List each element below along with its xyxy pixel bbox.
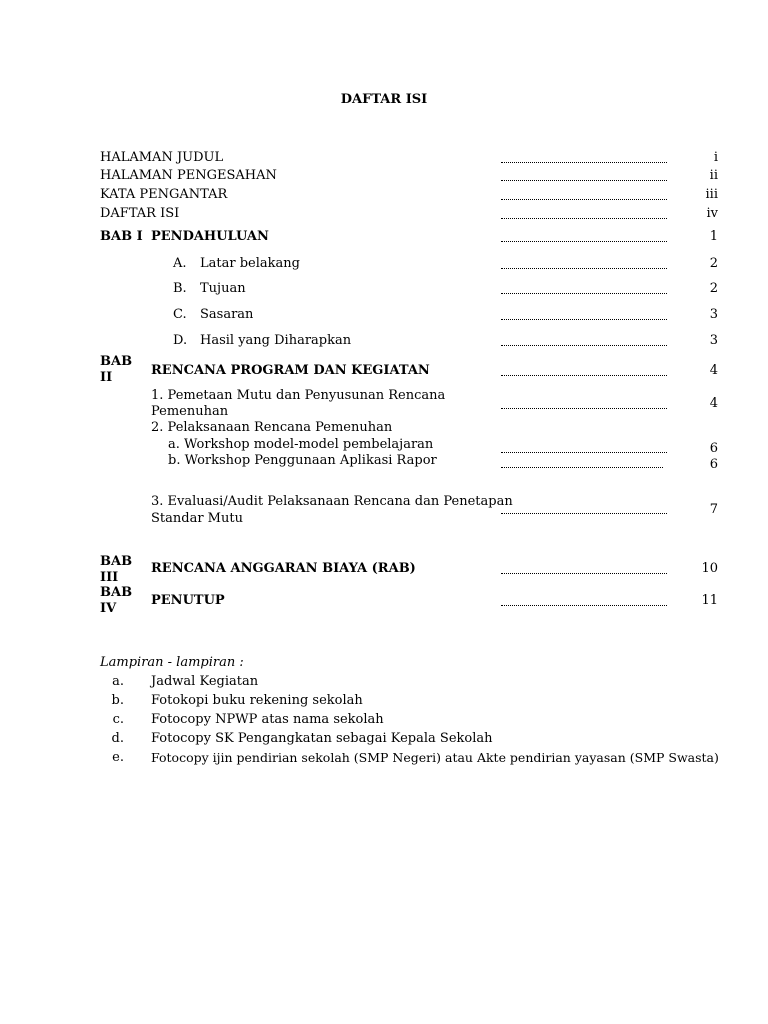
subsection-page: 6 bbox=[709, 457, 718, 472]
attachment-label: Fotocopy NPWP atas nama sekolah bbox=[151, 712, 384, 727]
section-label: Tujuan bbox=[200, 281, 246, 296]
section-page: 2 bbox=[709, 256, 718, 271]
subsection-page: 6 bbox=[709, 441, 718, 456]
chapter-number-roman: IV bbox=[100, 601, 117, 616]
leader-dots bbox=[501, 345, 667, 346]
toc-entry-page: iv bbox=[706, 206, 718, 221]
page-title: DAFTAR ISI bbox=[340, 92, 428, 107]
section-label: Hasil yang Diharapkan bbox=[200, 333, 352, 348]
chapter-number: BAB bbox=[100, 354, 133, 369]
chapter-number-roman: III bbox=[100, 570, 119, 585]
leader-dots bbox=[501, 268, 667, 269]
leader-dots bbox=[501, 218, 667, 219]
chapter-number-roman: II bbox=[100, 370, 113, 385]
leader-dots bbox=[501, 162, 667, 163]
toc-entry-page: iii bbox=[705, 187, 718, 202]
attachment-letter: c. bbox=[112, 712, 124, 727]
chapter-page: 1 bbox=[709, 229, 718, 244]
toc-entry-label: DAFTAR ISI bbox=[100, 206, 180, 221]
chapter-title: PENDAHULUAN bbox=[151, 229, 269, 244]
section-letter: A. bbox=[173, 256, 187, 271]
subsection-item: b. Workshop Penggunaan Aplikasi Rapor bbox=[168, 453, 437, 468]
chapter-page: 4 bbox=[709, 363, 718, 378]
toc-entry-page: ii bbox=[709, 168, 718, 183]
section-label: Latar belakang bbox=[200, 256, 300, 271]
leader-dots bbox=[501, 513, 667, 514]
attachment-label: Fotocopy SK Pengangkatan sebagai Kepala Sekolah bbox=[151, 731, 493, 746]
section-page: 2 bbox=[709, 281, 718, 296]
chapter-number: BAB I bbox=[100, 229, 143, 244]
leader-dots bbox=[501, 573, 667, 574]
leader-dots bbox=[501, 467, 663, 468]
toc-entry-label: HALAMAN JUDUL bbox=[100, 150, 224, 165]
section-label: Sasaran bbox=[200, 307, 254, 322]
toc-entry-page: i bbox=[713, 150, 718, 165]
chapter-title: RENCANA ANGGARAN BIAYA (RAB) bbox=[151, 561, 416, 576]
leader-dots bbox=[501, 408, 667, 409]
chapter-page: 10 bbox=[701, 561, 718, 576]
attachment-letter: b. bbox=[111, 693, 124, 708]
subsection-label: 2. Pelaksanaan Rencana Pemenuhan bbox=[151, 420, 393, 435]
subsection-label-cont: Pemenuhan bbox=[151, 404, 229, 419]
attachment-letter: a. bbox=[112, 674, 124, 689]
attachment-letter: e. bbox=[112, 750, 124, 765]
chapter-number: BAB bbox=[100, 585, 133, 600]
section-letter: D. bbox=[173, 333, 188, 348]
attachment-label: Jadwal Kegiatan bbox=[151, 674, 259, 689]
toc-entry-label: KATA PENGANTAR bbox=[100, 187, 228, 202]
section-letter: C. bbox=[173, 307, 187, 322]
subsection-page: 7 bbox=[709, 502, 718, 517]
leader-dots bbox=[501, 605, 667, 606]
leader-dots bbox=[501, 452, 667, 453]
leader-dots bbox=[501, 180, 667, 181]
chapter-page: 11 bbox=[701, 593, 718, 608]
section-letter: B. bbox=[173, 281, 187, 296]
attachment-letter: d. bbox=[111, 731, 124, 746]
subsection-label: 1. Pemetaan Mutu dan Penyusunan Rencana bbox=[151, 388, 446, 403]
subsection-page: 4 bbox=[709, 396, 718, 411]
leader-dots bbox=[501, 375, 667, 376]
attachment-label: Fotokopi buku rekening sekolah bbox=[151, 693, 363, 708]
chapter-title: RENCANA PROGRAM DAN KEGIATAN bbox=[151, 363, 430, 378]
chapter-title: PENUTUP bbox=[151, 593, 225, 608]
section-page: 3 bbox=[709, 333, 718, 348]
section-page: 3 bbox=[709, 307, 718, 322]
leader-dots bbox=[501, 199, 667, 200]
subsection-item: a. Workshop model-model pembelajaran bbox=[168, 437, 434, 452]
chapter-number: BAB bbox=[100, 554, 133, 569]
attachments-heading: Lampiran - lampiran : bbox=[100, 655, 244, 670]
attachment-label: Fotocopy ijin pendirian sekolah (SMP Negeri) atau Akte pendirian yayasan (SMP Swasta) bbox=[151, 750, 719, 765]
leader-dots bbox=[501, 241, 667, 242]
subsection-label-cont: Standar Mutu bbox=[151, 511, 243, 526]
toc-entry-label: HALAMAN PENGESAHAN bbox=[100, 168, 277, 183]
leader-dots bbox=[501, 319, 667, 320]
leader-dots bbox=[501, 293, 667, 294]
subsection-label: 3. Evaluasi/Audit Pelaksanaan Rencana dan Penetapan bbox=[151, 494, 513, 509]
